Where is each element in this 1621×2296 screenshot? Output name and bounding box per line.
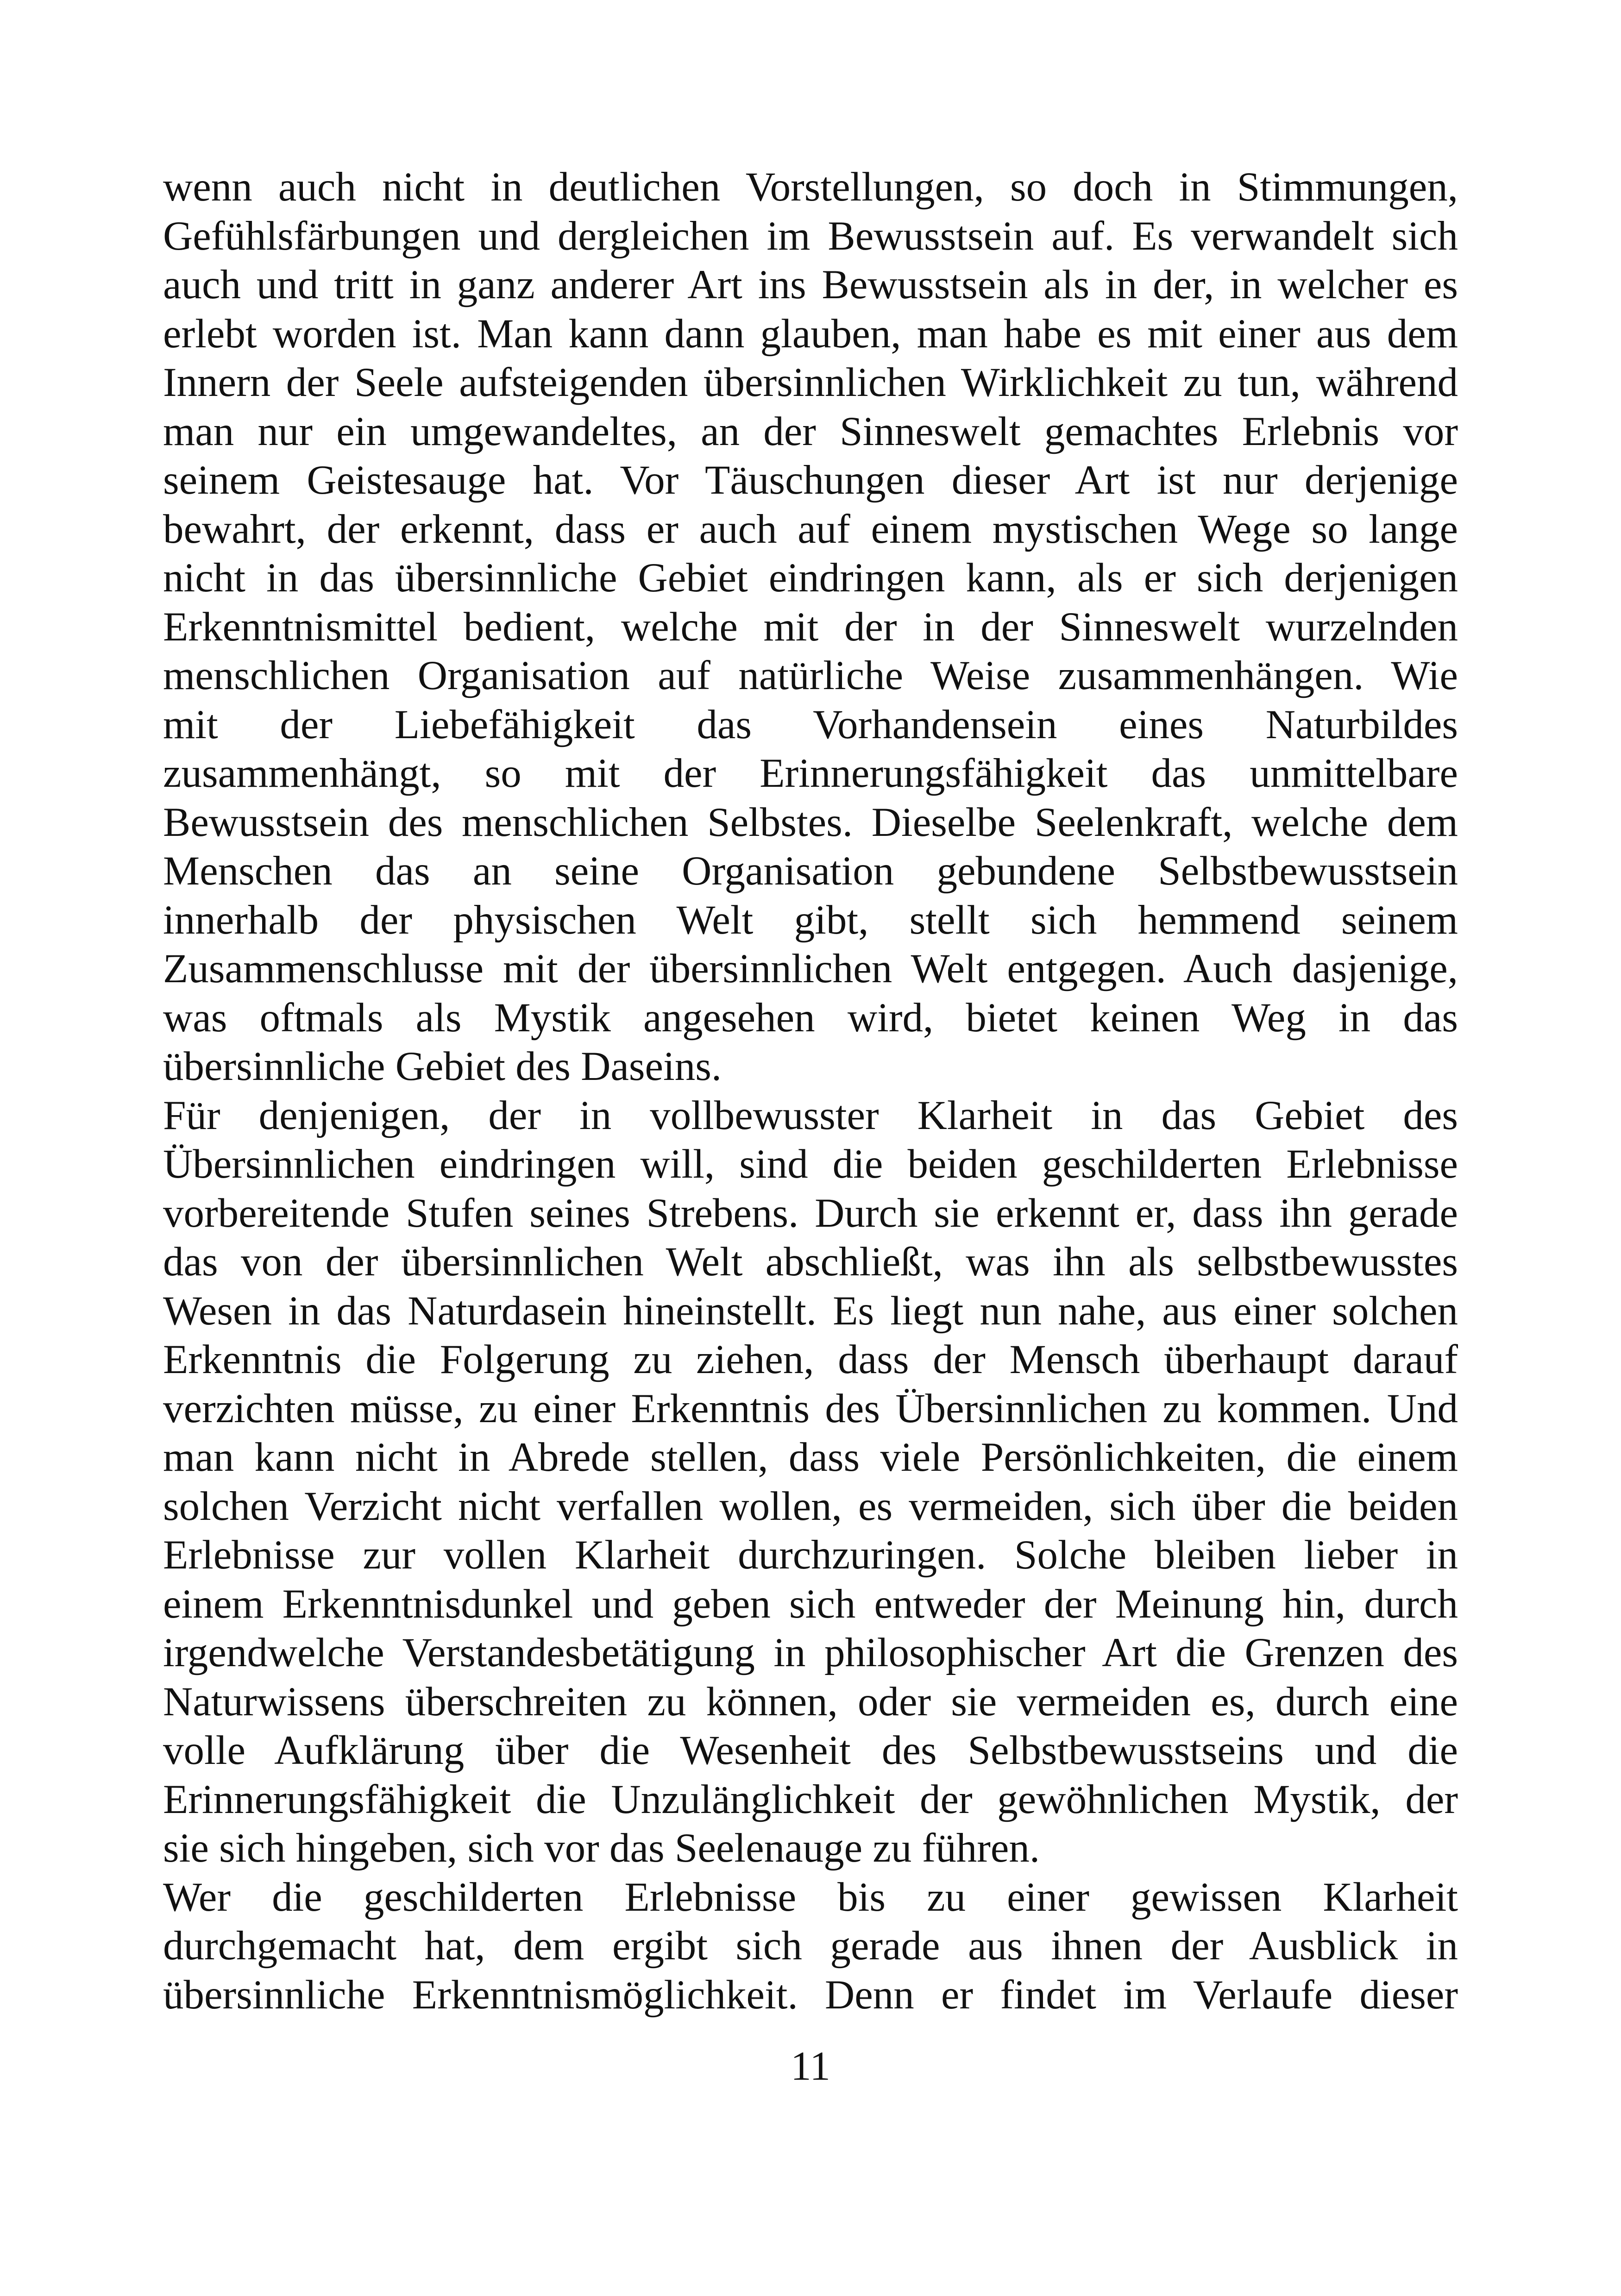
text-line: Erinnerungsfähigkeit die Unzulänglichkeit der gewöhnlichen Mystik, der bbox=[163, 1776, 1458, 1822]
text-line: verzichten müsse, zu einer Erkenntnis des Übersinnlichen zu kommen. Und bbox=[163, 1386, 1458, 1431]
text-line: Übersinnlichen eindringen will, sind die beiden geschilderten Erlebnisse bbox=[163, 1142, 1458, 1187]
text-line: Erkenntnis die Folgerung zu ziehen, dass der Mensch überhaupt darauf bbox=[163, 1337, 1458, 1382]
text-line: man nur ein umgewandeltes, an der Sinneswelt gemachtes Erlebnis vor bbox=[163, 408, 1458, 454]
text-line: man kann nicht in Abrede stellen, dass viele Persönlichkeiten, die einem bbox=[163, 1435, 1458, 1480]
text-line: vorbereitende Stufen seines Strebens. Durch sie erkennt er, dass ihn gerade bbox=[163, 1190, 1458, 1236]
paragraph-last-line: sie sich hingeben, sich vor das Seelenauge zu führen. bbox=[163, 1826, 1040, 1871]
text-line: Erkenntnismittel bedient, welche mit der in der Sinneswelt wurzelnden bbox=[163, 604, 1458, 650]
text-line: Gefühlsfärbungen und dergleichen im Bewusstsein auf. Es verwandelt sich bbox=[163, 213, 1458, 259]
text-line: nicht in das übersinnliche Gebiet eindringen kann, als er sich derjenigen bbox=[163, 555, 1458, 601]
text-line: einem Erkenntnisdunkel und geben sich entweder der Meinung hin, durch bbox=[163, 1581, 1458, 1627]
text-line: bewahrt, der erkennt, dass er auch auf einem mystischen Wege so lange bbox=[163, 506, 1458, 552]
text-line: Bewusstsein des menschlichen Selbstes. Dieselbe Seelenkraft, welche dem bbox=[163, 799, 1458, 845]
text-line: Menschen das an seine Organisation gebundene Selbstbewusstsein bbox=[163, 848, 1458, 894]
text-line: solchen Verzicht nicht verfallen wollen, es vermeiden, sich über die beiden bbox=[163, 1483, 1458, 1529]
text-line: Zusammenschlusse mit der übersinnlichen Welt entgegen. Auch dasjenige, bbox=[163, 946, 1458, 991]
text-line: durchgemacht hat, dem ergibt sich gerade aus ihnen der Ausblick in bbox=[163, 1923, 1458, 1969]
text-line: innerhalb der physischen Welt gibt, stellt sich hemmend seinem bbox=[163, 897, 1458, 943]
text-line: Erlebnisse zur vollen Klarheit durchzuringen. Solche bleiben lieber in bbox=[163, 1532, 1458, 1578]
text-line: irgendwelche Verstandesbetätigung in philosophischer Art die Grenzen des bbox=[163, 1630, 1458, 1675]
text-line: volle Aufklärung über die Wesenheit des Selbstbewusstseins und die bbox=[163, 1728, 1458, 1773]
text-line: auch und tritt in ganz anderer Art ins Bewusstsein als in der, in welcher es bbox=[163, 262, 1458, 307]
text-line: übersinnliche Erkenntnismöglichkeit. Denn er findet im Verlaufe dieser bbox=[163, 1972, 1458, 2018]
text-line: Innern der Seele aufsteigenden übersinnlichen Wirklichkeit zu tun, während bbox=[163, 360, 1458, 405]
text-line: seinem Geistesauge hat. Vor Täuschungen dieser Art ist nur derjenige bbox=[163, 458, 1458, 503]
text-line: wenn auch nicht in deutlichen Vorstellungen, so doch in Stimmungen, bbox=[163, 164, 1458, 210]
body-text bbox=[163, 163, 1458, 2020]
paragraph-last-line: übersinnliche Gebiet des Daseins. bbox=[163, 1044, 722, 1089]
text-line: zusammenhängt, so mit der Erinnerungsfähigkeit das unmittelbare bbox=[163, 751, 1458, 796]
text-line: was oftmals als Mystik angesehen wird, bietet keinen Weg in das bbox=[163, 995, 1458, 1041]
text-line: erlebt worden ist. Man kann dann glauben, man habe es mit einer aus dem bbox=[163, 311, 1458, 357]
text-line: Für denjenigen, der in vollbewusster Klarheit in das Gebiet des bbox=[163, 1092, 1458, 1138]
text-line: Wer die geschilderten Erlebnisse bis zu einer gewissen Klarheit bbox=[163, 1874, 1458, 1920]
text-line: menschlichen Organisation auf natürliche Weise zusammenhängen. Wie bbox=[163, 653, 1458, 698]
text-line: Naturwissens überschreiten zu können, oder sie vermeiden es, durch eine bbox=[163, 1679, 1458, 1725]
text-line: das von der übersinnlichen Welt abschließt, was ihn als selbstbewusstes bbox=[163, 1239, 1458, 1285]
text-line: Wesen in das Naturdasein hineinstellt. Es liegt nun nahe, aus einer solchen bbox=[163, 1288, 1458, 1334]
text-line: mit der Liebefähigkeit das Vorhandensein eines Naturbildes bbox=[163, 702, 1458, 747]
page-number: 11 bbox=[791, 2044, 830, 2089]
